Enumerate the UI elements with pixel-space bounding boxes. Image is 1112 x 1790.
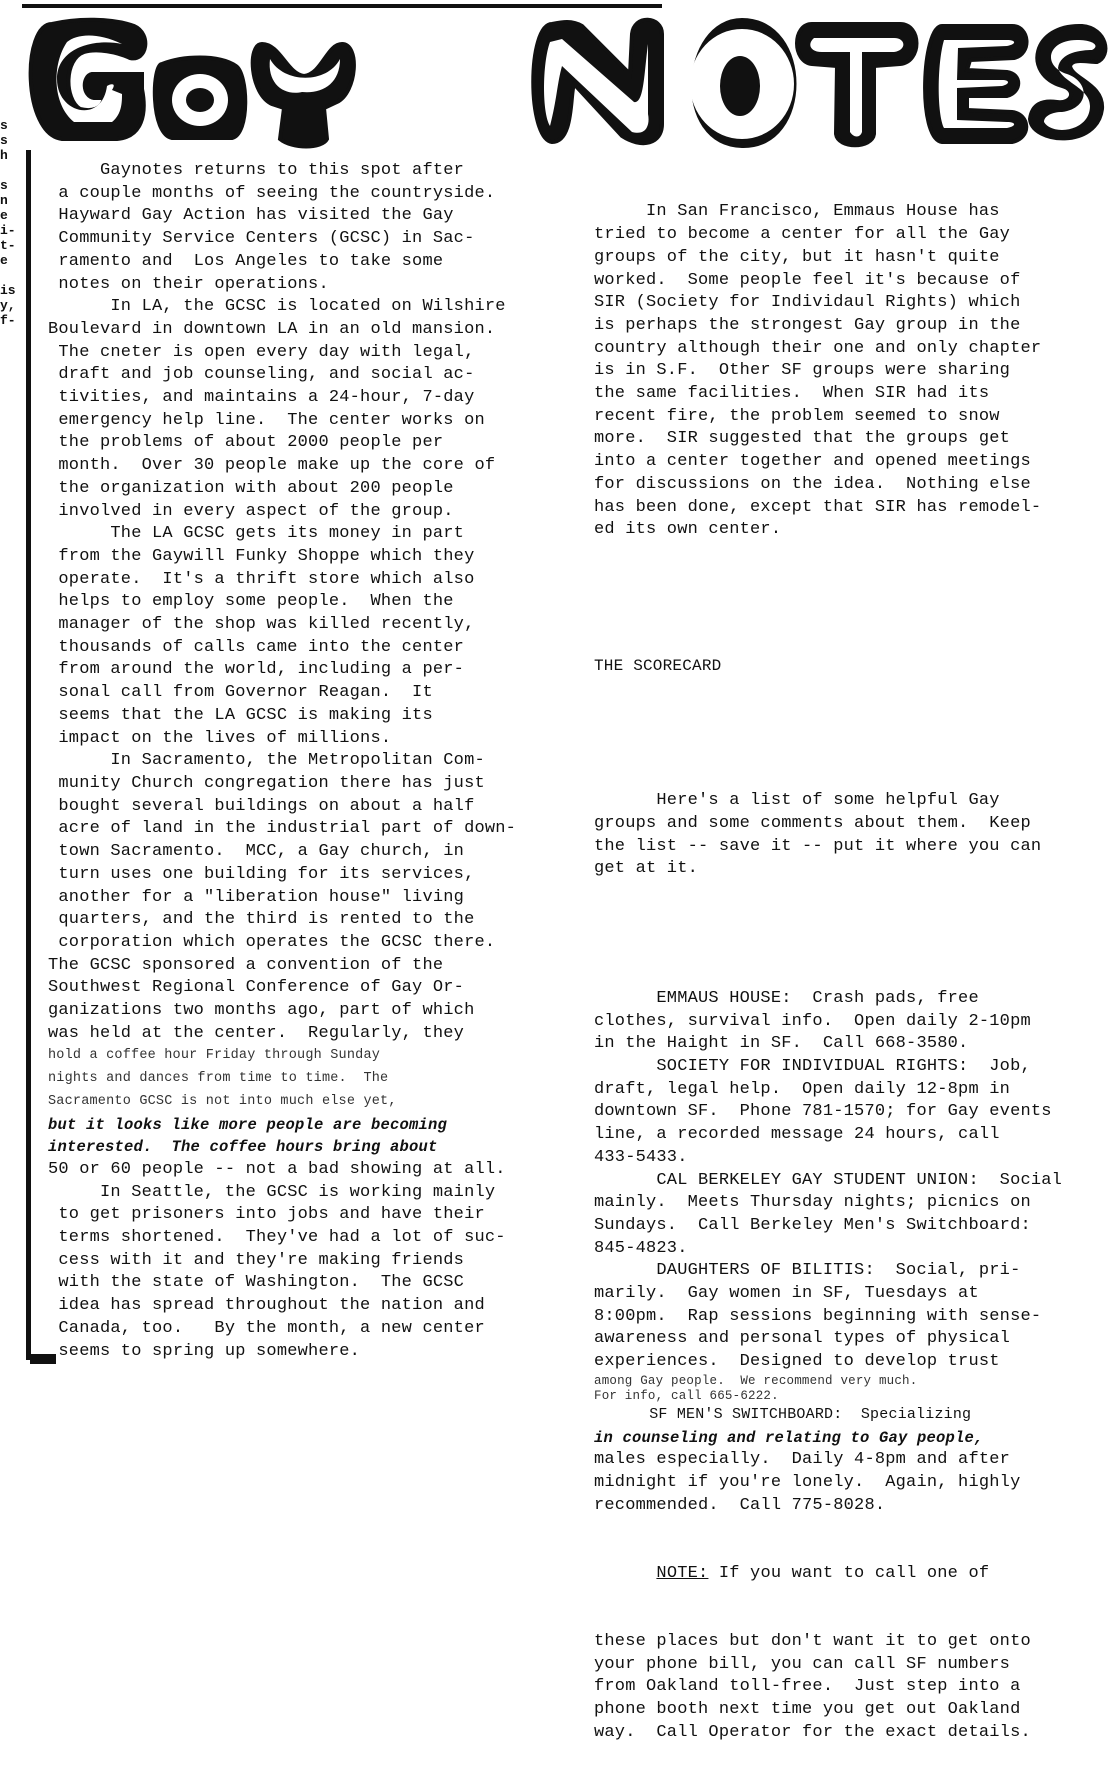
text-line: tivities, and maintains a 24-hour, 7-day — [48, 388, 475, 408]
text-line: corporation which operates the GCSC there. — [48, 932, 496, 952]
listing-line: clothes, survival info. Open daily 2-10pm — [594, 1011, 1031, 1031]
text-line: worked. Some people feel it's because of — [594, 270, 1021, 290]
margin-fragment: n — [0, 193, 8, 208]
text-line: nights and dances from time to time. The — [48, 1071, 389, 1087]
text-line: ed its own center. — [594, 520, 782, 540]
text-line: operate. It's a thrift store which also — [48, 569, 475, 589]
text-line: cess with it and they're making friends — [48, 1250, 465, 1270]
text-line: impact on the lives of millions. — [48, 728, 392, 748]
margin-fragment: s — [0, 118, 8, 133]
text-line: notes on their operations. — [48, 274, 329, 294]
note-line: way. Call Operator for the exact details. — [594, 1722, 1031, 1742]
right-column — [594, 156, 1109, 1790]
margin-fragment: s — [0, 178, 8, 193]
text-line: munity Church congregation there has just — [48, 773, 485, 793]
text-line: Canada, too. By the month, a new center — [48, 1318, 485, 1338]
text-line: turn uses one building for its services, — [48, 864, 475, 884]
margin-fragment: y, — [0, 298, 16, 313]
text-line: get at it. — [594, 859, 699, 879]
text-line: has been done, except that SIR has remodel- — [594, 497, 1042, 517]
text-line: interested. The coffee hours bring about — [48, 1138, 438, 1157]
listing-line: CAL BERKELEY GAY STUDENT UNION: Social — [594, 1170, 1063, 1190]
text-line: thousands of calls came into the center — [48, 637, 465, 657]
note-line: phone booth next time you get out Oakland — [594, 1700, 1021, 1719]
listing-line: marily. Gay women in SF, Tuesdays at — [594, 1284, 979, 1304]
note-label: NOTE: — [656, 1563, 709, 1583]
text-line: quarters, and the third is rented to the — [48, 910, 475, 930]
listing-line: Sundays. Call Berkeley Men's Switchboard: — [594, 1215, 1031, 1235]
listing-line: SOCIETY FOR INDIVIDUAL RIGHTS: Job, — [594, 1057, 1031, 1077]
text-line: hold a coffee hour Friday through Sunday — [48, 1048, 381, 1064]
listing-line: experiences. Designed to develop trust — [594, 1352, 1000, 1372]
text-line: to get prisoners into jobs and have their — [48, 1205, 485, 1225]
text-line: for discussions on the idea. Nothing else — [594, 474, 1031, 494]
listing-line: DAUGHTERS OF BILITIS: Social, pri- — [594, 1261, 1021, 1281]
listing-line: draft, legal help. Open daily 12-8pm in — [594, 1079, 1011, 1099]
note-paragraph-first-line — [594, 1563, 1109, 1586]
text-line: 50 or 60 people -- not a bad showing at all. — [48, 1159, 506, 1179]
text-line: manager of the shop was killed recently, — [48, 615, 475, 635]
text-line: ramento and Los Angeles to take some — [48, 251, 444, 271]
text-line: bought several buildings on about a half — [48, 796, 475, 816]
text-line: Hayward Gay Action has visited the Gay — [48, 206, 454, 226]
text-line: Gaynotes returns to this spot after — [48, 161, 465, 180]
text-line: the organization with about 200 people — [48, 478, 454, 498]
text-line: Community Service Centers (GCSC) in Sac- — [48, 229, 475, 249]
masthead-logo — [22, 4, 1107, 154]
text-line: Here's a list of some helpful Gay — [594, 791, 1000, 811]
listing-line: mainly. Meets Thursday nights; picnics on — [594, 1193, 1031, 1213]
text-line: is perhaps the strongest Gay group in the — [594, 315, 1021, 335]
listing-line: SF MEN'S SWITCHBOARD: Specializing — [594, 1405, 972, 1423]
text-line: into a center together and opened meetings — [594, 452, 1031, 472]
text-line: The cneter is open every day with legal, — [48, 342, 475, 362]
listing-line: in counseling and relating to Gay people, — [594, 1428, 984, 1447]
listing-line: 8:00pm. Rap sessions beginning with sense- — [594, 1306, 1042, 1326]
listing-line: downtown SF. Phone 781-1570; for Gay events — [594, 1102, 1052, 1122]
text-line: seems to spring up somewhere. — [48, 1341, 361, 1361]
note-line: your phone bill, you can call SF numbers — [594, 1654, 1011, 1674]
text-line: country although their one and only chapter — [594, 338, 1042, 358]
scorecard-listings — [594, 988, 1109, 1517]
scorecard-heading: THE SCORECARD — [594, 656, 722, 675]
margin-fragment: h — [0, 148, 8, 163]
masthead — [22, 4, 1107, 154]
margin-fragment: is — [0, 283, 16, 298]
listing-line: midnight if you're lonely. Again, highly — [594, 1472, 1021, 1492]
text-line: more. SIR suggested that the groups get — [594, 429, 1011, 449]
text-line: but it looks like more people are becoming — [48, 1115, 448, 1134]
text-line: emergency help line. The center works on — [48, 410, 485, 430]
text-line: involved in every aspect of the group. — [48, 501, 454, 521]
text-line: acre of land in the industrial part of down- — [48, 819, 517, 839]
margin-fragment — [0, 268, 18, 283]
text-line: recent fire, the problem seemed to snow — [594, 406, 1000, 426]
text-line: tried to become a center for all the Gay — [594, 225, 1011, 245]
text-line: In San Francisco, Emmaus House has — [594, 202, 1000, 222]
text-line: In LA, the GCSC is located on Wilshire — [48, 297, 506, 317]
text-line: The LA GCSC gets its money in part — [48, 524, 465, 544]
note-line: from Oakland toll-free. Just step into a — [594, 1677, 1021, 1697]
column-rule — [26, 150, 31, 1360]
left-column — [48, 160, 578, 1363]
margin-fragments — [0, 118, 18, 328]
text-line: month. Over 30 people make up the core of — [48, 456, 496, 476]
note-paragraph — [594, 1631, 1109, 1745]
text-line: from the Gaywill Funky Shoppe which they — [48, 546, 475, 566]
margin-fragment: e — [0, 208, 8, 223]
text-line: the list -- save it -- put it where you can — [594, 836, 1042, 856]
note-line: these places but don't want it to get onto — [594, 1631, 1031, 1651]
margin-fragment — [0, 163, 18, 178]
text-line: SIR (Society for Individaul Rights) which — [594, 293, 1021, 313]
listing-line: For info, call 665-6222. — [594, 1388, 779, 1403]
text-line: the same facilities. When SIR had its — [594, 384, 990, 404]
listing-line: recommended. Call 775-8028. — [594, 1495, 886, 1515]
listing-line: in the Haight in SF. Call 668-3580. — [594, 1034, 969, 1054]
text-line: helps to employ some people. When the — [48, 592, 454, 612]
text-line: In Seattle, the GCSC is working mainly — [48, 1182, 496, 1202]
text-line: Boulevard in downtown LA in an old mansion. — [48, 319, 496, 339]
text-line: groups and some comments about them. Keep — [594, 813, 1031, 833]
text-line: ganizations two months ago, part of which — [48, 1001, 475, 1021]
listing-line: 433-5433. — [594, 1147, 688, 1167]
margin-fragment: i- — [0, 223, 16, 238]
margin-fragment: f- — [0, 313, 16, 328]
text-line: In Sacramento, the Metropolitan Com- — [48, 751, 485, 771]
san-francisco-paragraph — [594, 201, 1109, 542]
text-line: Sacramento GCSC is not into much else yet, — [48, 1093, 397, 1109]
text-line: Southwest Regional Conference of Gay Or- — [48, 978, 465, 998]
text-line: draft and job counseling, and social ac- — [48, 365, 475, 385]
scorecard-intro — [594, 790, 1109, 881]
text-line: is in S.F. Other SF groups were sharing — [594, 361, 1011, 381]
text-line: sonal call from Governor Reagan. It — [48, 683, 433, 703]
text-line: with the state of Washington. The GCSC — [48, 1273, 465, 1293]
margin-fragment: t- — [0, 238, 16, 253]
margin-fragment: e — [0, 253, 8, 268]
note-first-line: If you want to call one of — [708, 1563, 990, 1583]
listing-line: EMMAUS HOUSE: Crash pads, free — [594, 988, 979, 1008]
text-line: terms shortened. They've had a lot of suc- — [48, 1228, 506, 1248]
listing-line: 845-4823. — [594, 1238, 688, 1258]
text-line: a couple months of seeing the countryside. — [48, 183, 496, 203]
text-line: the problems of about 2000 people per — [48, 433, 444, 453]
text-line: idea has spread throughout the nation and — [48, 1296, 485, 1316]
text-line: was held at the center. Regularly, they — [48, 1023, 465, 1043]
listing-line: males especially. Daily 4-8pm and after — [594, 1450, 1011, 1470]
text-line: another for a "liberation house" living — [48, 887, 465, 907]
margin-fragment: s — [0, 133, 8, 148]
listing-line: awareness and personal types of physical — [594, 1329, 1011, 1349]
text-line: groups of the city, but it hasn't quite — [594, 247, 1000, 267]
listing-line: among Gay people. We recommend very much. — [594, 1373, 918, 1388]
listing-line: line, a recorded message 24 hours, call — [594, 1125, 1000, 1145]
text-line: from around the world, including a per- — [48, 660, 465, 680]
text-line: seems that the LA GCSC is making its — [48, 705, 433, 725]
text-line: The GCSC sponsored a convention of the — [48, 955, 444, 975]
text-line: town Sacramento. MCC, a Gay church, in — [48, 842, 465, 862]
